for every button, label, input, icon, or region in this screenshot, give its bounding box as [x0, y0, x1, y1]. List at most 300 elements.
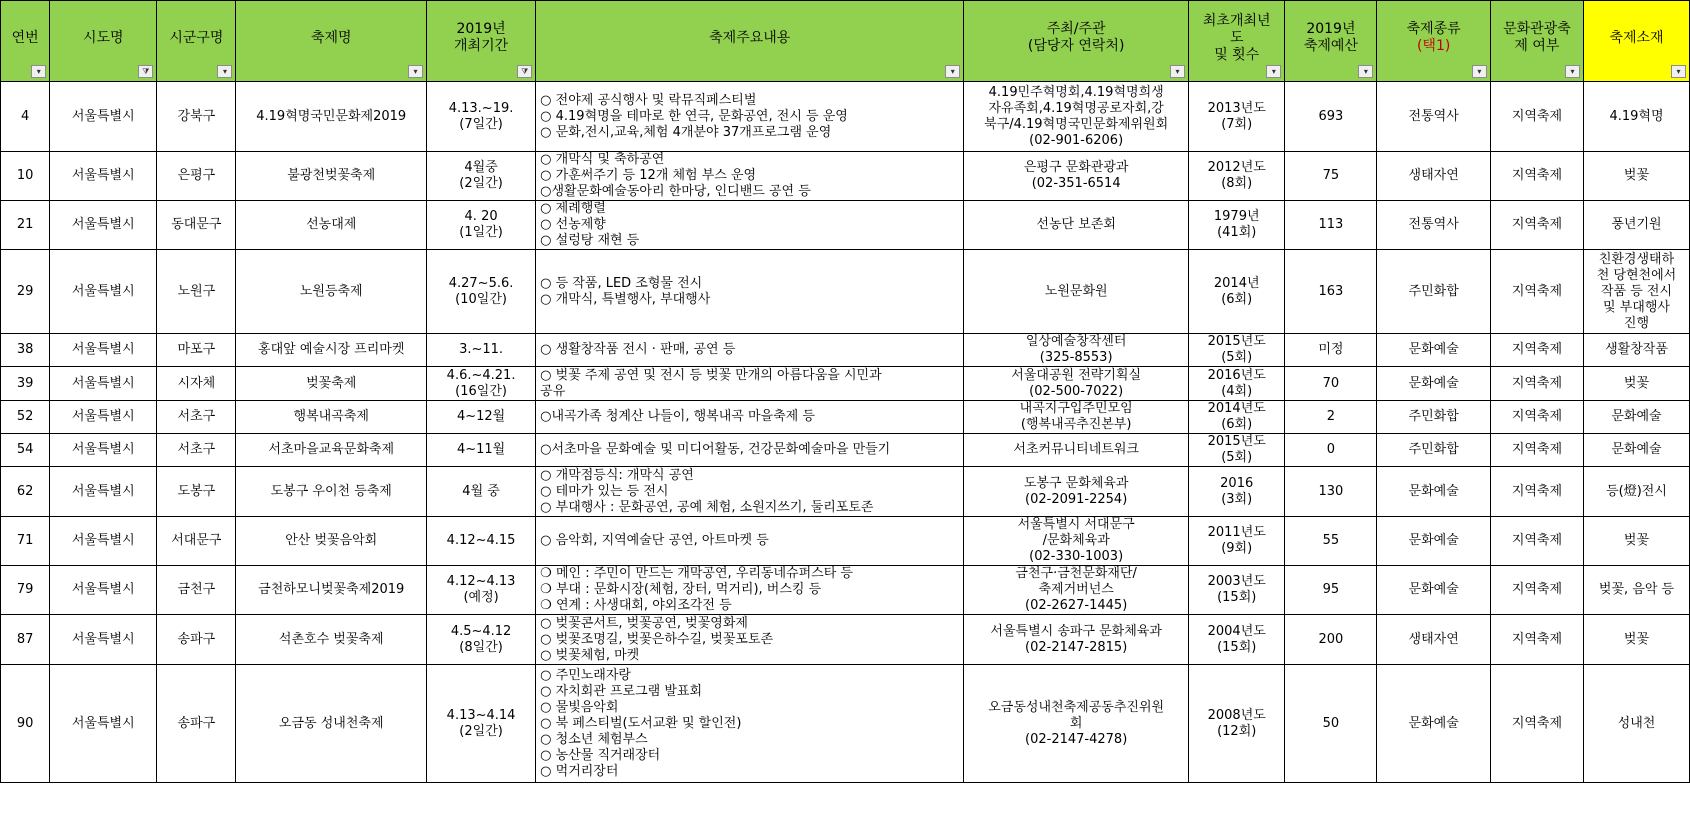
cell-host-text: 은평구 문화관광과 (02-351-6514 [1023, 160, 1129, 191]
cell-theme-text: 문화예술 [1611, 442, 1662, 457]
cell-period-text: 4월 중 [462, 483, 500, 499]
cell-no-text: 52 [16, 409, 34, 424]
cell-budget-text: 0 [1326, 442, 1336, 457]
header-label: 최초개최년 도 및 횟수 [1202, 12, 1271, 63]
cell-sigungu[interactable] [157, 401, 236, 434]
cell-theme-text: 벚꽃 [1623, 631, 1650, 647]
cell-host[interactable] [964, 566, 1189, 615]
cell-budget[interactable] [1285, 665, 1377, 783]
cell-content-text: ○ 전야제 공식행사 및 락뮤직페스티벌 ○ 4.19혁명을 테마로 한 연극, 문화공연, 전시 등 운영 ○ 문화,전시,교육,체험 4개분야 37개프로그램 운영 [540, 92, 848, 140]
cell-festival-name[interactable] [236, 566, 427, 615]
cell-budget-text: 50 [1322, 715, 1340, 731]
cell-period[interactable] [426, 401, 535, 434]
cell-festival-name[interactable] [236, 434, 427, 467]
cell-sigungu[interactable] [157, 665, 236, 783]
cell-tourism[interactable] [1490, 566, 1583, 615]
header-content [536, 1, 964, 82]
cell-theme-text: 4.19혁명 [1609, 108, 1664, 124]
cell-content[interactable] [536, 401, 964, 434]
cell-no-text: 71 [16, 533, 34, 548]
cell-sido-text: 서울특별시 [71, 442, 135, 457]
header-label: 연번 [11, 29, 39, 46]
cell-content-text: ○내곡가족 청계산 나들이, 행복내곡 마을축제 등 [540, 409, 815, 424]
cell-no[interactable] [1, 152, 50, 201]
cell-first-year[interactable] [1189, 334, 1285, 367]
cell-content[interactable] [536, 665, 964, 783]
cell-period[interactable] [426, 615, 535, 665]
cell-content[interactable] [536, 250, 964, 334]
cell-festival-name-text: 도봉구 우이천 등축제 [270, 483, 392, 499]
cell-sido-text: 서울특별시 [71, 283, 135, 299]
table-row [1, 566, 1690, 615]
cell-first-year-text: 2016 (3회) [1220, 475, 1254, 507]
header-label: 문화관광축 제 여부 [1503, 21, 1571, 54]
cell-sido[interactable] [50, 367, 157, 401]
cell-no[interactable] [1, 334, 50, 367]
header-label: 축제명 [310, 29, 352, 46]
cell-period-text: 4~12월 [456, 409, 506, 424]
cell-sigungu[interactable] [157, 250, 236, 334]
cell-sido-text: 서울특별시 [71, 409, 135, 424]
cell-first-year-text: 2015년도 (5회) [1207, 434, 1266, 465]
cell-budget-text: 75 [1322, 168, 1340, 183]
cell-kind-text: 전통역사 [1408, 108, 1459, 124]
header-tourism [1490, 1, 1583, 82]
cell-kind[interactable] [1377, 334, 1490, 367]
cell-no[interactable] [1, 250, 50, 334]
cell-period-text: 4.12~4.15 [446, 533, 516, 548]
cell-kind[interactable] [1377, 367, 1490, 401]
cell-first-year[interactable] [1189, 152, 1285, 201]
cell-no-text: 29 [16, 283, 34, 299]
cell-sigungu-text: 마포구 [177, 342, 216, 357]
cell-theme[interactable] [1583, 467, 1689, 517]
cell-period-text: 4월중 (2일간) [459, 160, 503, 191]
cell-festival-name[interactable] [236, 201, 427, 250]
cell-kind-text: 주민화합 [1408, 409, 1459, 424]
table-row [1, 201, 1690, 250]
cell-content-text: ○ 주민노래자랑 ○ 자치회관 프로그램 발표회 ○ 물빛음악회 ○ 북 페스티벌(도서교환 및 할인전) ○ 청소년 체험부스 ○ 농산물 직거래장터 ○ 먹거리장터 [540, 667, 742, 779]
cell-period[interactable] [426, 566, 535, 615]
cell-first-year[interactable] [1189, 665, 1285, 783]
cell-no[interactable] [1, 467, 50, 517]
filter-dropdown-icon[interactable]: ▾ [1565, 65, 1580, 78]
cell-tourism-text: 지역축제 [1511, 533, 1563, 548]
cell-period-text: 4.27~5.6. (10일간) [448, 275, 514, 307]
cell-sido-text: 서울특별시 [71, 582, 135, 597]
cell-period[interactable] [426, 152, 535, 201]
header-sublabel: (택1) [1416, 38, 1451, 54]
header-label: 주최/주관 (담당자 연락처) [1027, 21, 1125, 54]
cell-theme-text: 등(燈)전시 [1606, 483, 1667, 499]
cell-festival-name[interactable] [236, 517, 427, 566]
cell-first-year-text: 2013년도 (7회) [1207, 100, 1266, 132]
filter-active-icon[interactable]: ⧩ [517, 65, 532, 78]
cell-tourism[interactable] [1490, 467, 1583, 517]
cell-content[interactable] [536, 615, 964, 665]
cell-theme[interactable] [1583, 152, 1689, 201]
cell-host[interactable] [964, 367, 1189, 401]
cell-no-text: 90 [16, 715, 34, 731]
cell-kind-text: 주민화합 [1408, 283, 1459, 299]
cell-kind[interactable] [1377, 467, 1490, 517]
cell-theme[interactable] [1583, 82, 1689, 152]
cell-budget[interactable] [1285, 434, 1377, 467]
cell-theme-text: 생활창작품 [1605, 342, 1668, 357]
cell-budget[interactable] [1285, 367, 1377, 401]
cell-theme[interactable] [1583, 250, 1689, 334]
cell-sigungu-text: 도봉구 [177, 483, 216, 499]
cell-festival-name-text: 4.19혁명국민문화제2019 [256, 108, 407, 124]
cell-period-text: 4.12~4.13 (예정) [446, 574, 516, 605]
cell-kind[interactable] [1377, 615, 1490, 665]
cell-sido[interactable] [50, 434, 157, 467]
cell-first-year-text: 2014년도 (6회) [1207, 401, 1266, 432]
cell-period[interactable] [426, 665, 535, 783]
cell-tourism[interactable] [1490, 401, 1583, 434]
filter-dropdown-icon[interactable]: ▾ [31, 65, 46, 78]
cell-tourism[interactable] [1490, 152, 1583, 201]
cell-kind[interactable] [1377, 152, 1490, 201]
cell-sigungu[interactable] [157, 434, 236, 467]
cell-host[interactable] [964, 401, 1189, 434]
table-row [1, 434, 1690, 467]
header-row [1, 1, 1690, 82]
filter-dropdown-icon[interactable]: ▾ [217, 65, 232, 78]
cell-host[interactable] [964, 467, 1189, 517]
cell-host[interactable] [964, 82, 1189, 152]
cell-tourism[interactable] [1490, 434, 1583, 467]
cell-theme-text: 벚꽃 [1623, 168, 1650, 183]
cell-festival-name[interactable] [236, 334, 427, 367]
cell-kind-text: 문화예술 [1408, 533, 1459, 548]
cell-theme-text: 문화예술 [1611, 409, 1662, 424]
cell-content[interactable] [536, 434, 964, 467]
cell-tourism[interactable] [1490, 201, 1583, 250]
cell-period[interactable] [426, 334, 535, 367]
filter-dropdown-icon[interactable]: ▾ [1170, 65, 1185, 78]
table-row [1, 517, 1690, 566]
cell-first-year[interactable] [1189, 517, 1285, 566]
cell-period[interactable] [426, 201, 535, 250]
cell-no[interactable] [1, 566, 50, 615]
cell-festival-name-text: 행복내곡축제 [293, 409, 369, 424]
cell-kind-text: 생태자연 [1408, 631, 1459, 647]
cell-theme[interactable] [1583, 566, 1689, 615]
cell-theme[interactable] [1583, 517, 1689, 566]
cell-festival-name-text: 안산 벚꽃음악회 [285, 533, 378, 548]
cell-host-text: 서울특별시 서대문구 /문화체육과 (02-330-1003) [1017, 517, 1135, 564]
header-label: 축제종류 [1406, 21, 1461, 37]
cell-first-year[interactable] [1189, 401, 1285, 434]
cell-host[interactable] [964, 152, 1189, 201]
cell-festival-name[interactable] [236, 665, 427, 783]
cell-first-year[interactable] [1189, 367, 1285, 401]
cell-kind[interactable] [1377, 434, 1490, 467]
table-row [1, 250, 1690, 334]
filter-dropdown-icon[interactable]: ▾ [945, 65, 960, 78]
header-first-year [1189, 1, 1285, 82]
cell-sido-text: 서울특별시 [71, 342, 135, 357]
cell-no[interactable] [1, 401, 50, 434]
cell-budget[interactable] [1285, 615, 1377, 665]
cell-content[interactable] [536, 82, 964, 152]
cell-content-text: ○ 생활창작품 전시 · 판매, 공연 등 [540, 342, 736, 357]
cell-host-text: 내곡지구입주민모임 (행복내곡추진본부) [1019, 401, 1133, 432]
cell-first-year-text: 2012년도 (8회) [1207, 160, 1266, 191]
cell-theme[interactable] [1583, 201, 1689, 250]
cell-no-text: 21 [16, 217, 34, 232]
cell-sido-text: 서울특별시 [71, 108, 135, 124]
cell-period-text: 4.13~4.14 (2일간) [446, 707, 516, 739]
cell-theme[interactable] [1583, 665, 1689, 783]
cell-sigungu-text: 서초구 [177, 442, 216, 457]
cell-budget[interactable] [1285, 82, 1377, 152]
cell-content-text: ○ 등 작품, LED 조형물 전시 ○ 개막식, 특별행사, 부대행사 [540, 275, 711, 307]
cell-period[interactable] [426, 367, 535, 401]
cell-content[interactable] [536, 367, 964, 401]
cell-sigungu[interactable] [157, 517, 236, 566]
filter-active-icon[interactable]: ⧩ [138, 65, 153, 78]
cell-theme-text: 벚꽃, 음악 등 [1598, 582, 1675, 597]
cell-tourism-text: 지역축제 [1511, 283, 1563, 299]
cell-first-year-text: 2015년도 (5회) [1207, 334, 1266, 365]
cell-festival-name[interactable] [236, 152, 427, 201]
cell-sigungu[interactable] [157, 367, 236, 401]
cell-kind[interactable] [1377, 665, 1490, 783]
cell-first-year-text: 2004년도 (15회) [1207, 623, 1266, 655]
cell-festival-name-text: 금천하모니벚꽃축제2019 [258, 582, 405, 597]
cell-sigungu-text: 서대문구 [171, 533, 222, 548]
cell-content-text: ○서초마을 문화예술 및 미디어활동, 건강문화예술마을 만들기 [540, 442, 891, 457]
cell-budget[interactable] [1285, 566, 1377, 615]
cell-sido[interactable] [50, 467, 157, 517]
cell-budget[interactable] [1285, 201, 1377, 250]
cell-tourism-text: 지역축제 [1511, 582, 1563, 597]
cell-period-text: 3.~11. [459, 342, 504, 357]
cell-no-text: 10 [16, 168, 34, 183]
cell-theme[interactable] [1583, 334, 1689, 367]
cell-no[interactable] [1, 434, 50, 467]
cell-tourism-text: 지역축제 [1511, 217, 1563, 232]
header-host [964, 1, 1189, 82]
cell-sigungu[interactable] [157, 201, 236, 250]
cell-budget[interactable] [1285, 334, 1377, 367]
cell-first-year[interactable] [1189, 82, 1285, 152]
cell-budget[interactable] [1285, 401, 1377, 434]
cell-host[interactable] [964, 201, 1189, 250]
cell-festival-name[interactable] [236, 82, 427, 152]
cell-sido[interactable] [50, 334, 157, 367]
cell-kind[interactable] [1377, 566, 1490, 615]
cell-budget-text: 200 [1318, 631, 1344, 647]
cell-kind-text: 문화예술 [1408, 483, 1459, 499]
cell-first-year[interactable] [1189, 467, 1285, 517]
cell-first-year[interactable] [1189, 250, 1285, 334]
cell-period[interactable] [426, 467, 535, 517]
cell-sido-text: 서울특별시 [71, 483, 135, 499]
cell-festival-name-text: 선농대제 [306, 217, 357, 232]
cell-content[interactable] [536, 467, 964, 517]
cell-period[interactable] [426, 250, 535, 334]
cell-sigungu[interactable] [157, 615, 236, 665]
cell-no[interactable] [1, 665, 50, 783]
cell-tourism-text: 지역축제 [1511, 409, 1563, 424]
filter-dropdown-icon[interactable]: ▾ [1671, 65, 1686, 78]
cell-theme-text: 벚꽃 [1623, 375, 1650, 391]
cell-sigungu-text: 노원구 [177, 283, 216, 299]
cell-no-text: 38 [16, 342, 34, 357]
cell-no-text: 79 [16, 582, 34, 597]
cell-host-text: 노원문화원 [1044, 283, 1108, 299]
cell-sido[interactable] [50, 665, 157, 783]
cell-content-text: ❍ 메인 : 주민이 만드는 개막공연, 우리동네슈퍼스타 등 ❍ 부대 : 문화시장(체험, 장터, 먹거리), 버스킹 등 ❍ 연계 : 사생대회, 야외조각전 등 [540, 566, 853, 613]
cell-festival-name[interactable] [236, 250, 427, 334]
cell-host[interactable] [964, 665, 1189, 783]
cell-theme[interactable] [1583, 401, 1689, 434]
cell-sigungu-text: 강북구 [177, 108, 216, 124]
cell-sigungu[interactable] [157, 566, 236, 615]
cell-sido[interactable] [50, 250, 157, 334]
cell-content[interactable] [536, 566, 964, 615]
cell-tourism[interactable] [1490, 367, 1583, 401]
cell-theme[interactable] [1583, 434, 1689, 467]
cell-festival-name[interactable] [236, 615, 427, 665]
cell-sido[interactable] [50, 517, 157, 566]
cell-period[interactable] [426, 517, 535, 566]
table-row [1, 401, 1690, 434]
cell-content[interactable] [536, 152, 964, 201]
cell-festival-name[interactable] [236, 367, 427, 401]
cell-tourism[interactable] [1490, 250, 1583, 334]
cell-no[interactable] [1, 615, 50, 665]
cell-content-text: ○ 음악회, 지역예술단 공연, 아트마켓 등 [540, 533, 769, 548]
cell-no[interactable] [1, 82, 50, 152]
cell-sigungu[interactable] [157, 467, 236, 517]
cell-host[interactable] [964, 517, 1189, 566]
cell-sigungu-text: 금천구 [177, 582, 216, 597]
cell-budget-text: 163 [1318, 283, 1344, 299]
cell-kind[interactable] [1377, 82, 1490, 152]
cell-budget[interactable] [1285, 467, 1377, 517]
cell-sido-text: 서울특별시 [71, 217, 135, 232]
cell-tourism[interactable] [1490, 334, 1583, 367]
cell-theme[interactable] [1583, 615, 1689, 665]
cell-first-year[interactable] [1189, 566, 1285, 615]
cell-tourism[interactable] [1490, 517, 1583, 566]
filter-dropdown-icon[interactable]: ▾ [1266, 65, 1281, 78]
cell-sido-text: 서울특별시 [71, 631, 135, 647]
cell-tourism[interactable] [1490, 665, 1583, 783]
header-festival-name [236, 1, 427, 82]
cell-no[interactable] [1, 367, 50, 401]
cell-sido[interactable] [50, 201, 157, 250]
cell-first-year-text: 2003년도 (15회) [1207, 574, 1266, 605]
cell-kind-text: 문화예술 [1408, 342, 1459, 357]
cell-content-text: ○ 제례행렬 ○ 선농제향 ○ 설렁탕 재현 등 [540, 201, 640, 248]
cell-no-text: 4 [20, 108, 30, 124]
cell-no-text: 87 [16, 631, 34, 647]
cell-host[interactable] [964, 250, 1189, 334]
filter-dropdown-icon[interactable]: ▾ [1472, 65, 1487, 78]
cell-festival-name[interactable] [236, 467, 427, 517]
cell-festival-name-text: 노원등축제 [299, 283, 363, 299]
cell-host-text: 서초커뮤니티네트워크 [1013, 442, 1139, 457]
filter-dropdown-icon[interactable]: ▾ [408, 65, 423, 78]
header-period [426, 1, 535, 82]
cell-period-text: 4.6.~4.21. (16일간) [446, 367, 516, 399]
cell-first-year-text: 2014년 (6회) [1213, 275, 1260, 307]
cell-theme[interactable] [1583, 367, 1689, 401]
cell-festival-name-text: 오금동 성내천축제 [278, 715, 384, 731]
cell-sigungu[interactable] [157, 82, 236, 152]
cell-first-year[interactable] [1189, 434, 1285, 467]
cell-tourism[interactable] [1490, 615, 1583, 665]
cell-budget-text: 70 [1322, 375, 1340, 391]
cell-host[interactable] [964, 334, 1189, 367]
cell-content[interactable] [536, 201, 964, 250]
cell-festival-name[interactable] [236, 401, 427, 434]
cell-period[interactable] [426, 434, 535, 467]
cell-no[interactable] [1, 201, 50, 250]
cell-content[interactable] [536, 334, 964, 367]
cell-tourism-text: 지역축제 [1511, 631, 1563, 647]
cell-tourism-text: 지역축제 [1511, 342, 1563, 357]
cell-period[interactable] [426, 82, 535, 152]
header-kind [1377, 1, 1490, 82]
cell-no-text: 39 [16, 375, 34, 391]
cell-no[interactable] [1, 517, 50, 566]
cell-content[interactable] [536, 517, 964, 566]
filter-dropdown-icon[interactable]: ▾ [1358, 65, 1373, 78]
cell-sido[interactable] [50, 401, 157, 434]
cell-host[interactable] [964, 434, 1189, 467]
cell-no-text: 62 [16, 483, 34, 499]
cell-sido[interactable] [50, 615, 157, 665]
cell-host-text: 금천구·금천문화재단/ 축제거버넌스 (02-2627-1445) [1015, 566, 1137, 613]
cell-kind-text: 전통역사 [1408, 217, 1459, 232]
cell-kind[interactable] [1377, 201, 1490, 250]
header-budget [1285, 1, 1377, 82]
cell-content-text: ○ 벚꽃콘서트, 벚꽃공연, 벚꽃영화제 ○ 벚꽃조명길, 벚꽃은하수길, 벚꽃포토존 ○ 벚꽃체험, 마켓 [540, 615, 774, 663]
cell-sido[interactable] [50, 566, 157, 615]
cell-tourism[interactable] [1490, 82, 1583, 152]
cell-content-text: ○ 개막식 및 축하공연 ○ 가훈써주기 등 12개 체험 부스 운영 ○생활문화예술동아리 한마당, 인디밴드 공연 등 [540, 152, 811, 199]
cell-sido[interactable] [50, 82, 157, 152]
cell-content-text: ○ 벚꽃 주제 공연 및 전시 등 벚꽃 만개의 아름다움을 시민과 공유 [540, 367, 882, 399]
cell-first-year[interactable] [1189, 615, 1285, 665]
cell-kind[interactable] [1377, 517, 1490, 566]
cell-kind[interactable] [1377, 401, 1490, 434]
cell-sigungu-text: 송파구 [177, 715, 216, 731]
cell-period-text: 4~11월 [456, 442, 506, 457]
cell-host-text: 서울특별시 송파구 문화체육과 (02-2147-2815) [990, 623, 1162, 655]
cell-theme-text: 벚꽃 [1623, 533, 1650, 548]
cell-sigungu-text: 은평구 [177, 168, 216, 183]
cell-sigungu[interactable] [157, 334, 236, 367]
cell-first-year[interactable] [1189, 201, 1285, 250]
cell-content-text: ○ 개막점등식: 개막식 공연 ○ 테마가 있는 등 전시 ○ 부대행사 : 문화공연, 공예 체험, 소원지쓰기, 둘리포토존 [540, 467, 874, 515]
cell-sido[interactable] [50, 152, 157, 201]
cell-budget[interactable] [1285, 152, 1377, 201]
cell-budget[interactable] [1285, 250, 1377, 334]
cell-budget-text: 95 [1322, 582, 1340, 597]
cell-budget-text: 55 [1322, 533, 1340, 548]
cell-host[interactable] [964, 615, 1189, 665]
cell-sigungu[interactable] [157, 152, 236, 201]
cell-kind[interactable] [1377, 250, 1490, 334]
cell-budget[interactable] [1285, 517, 1377, 566]
